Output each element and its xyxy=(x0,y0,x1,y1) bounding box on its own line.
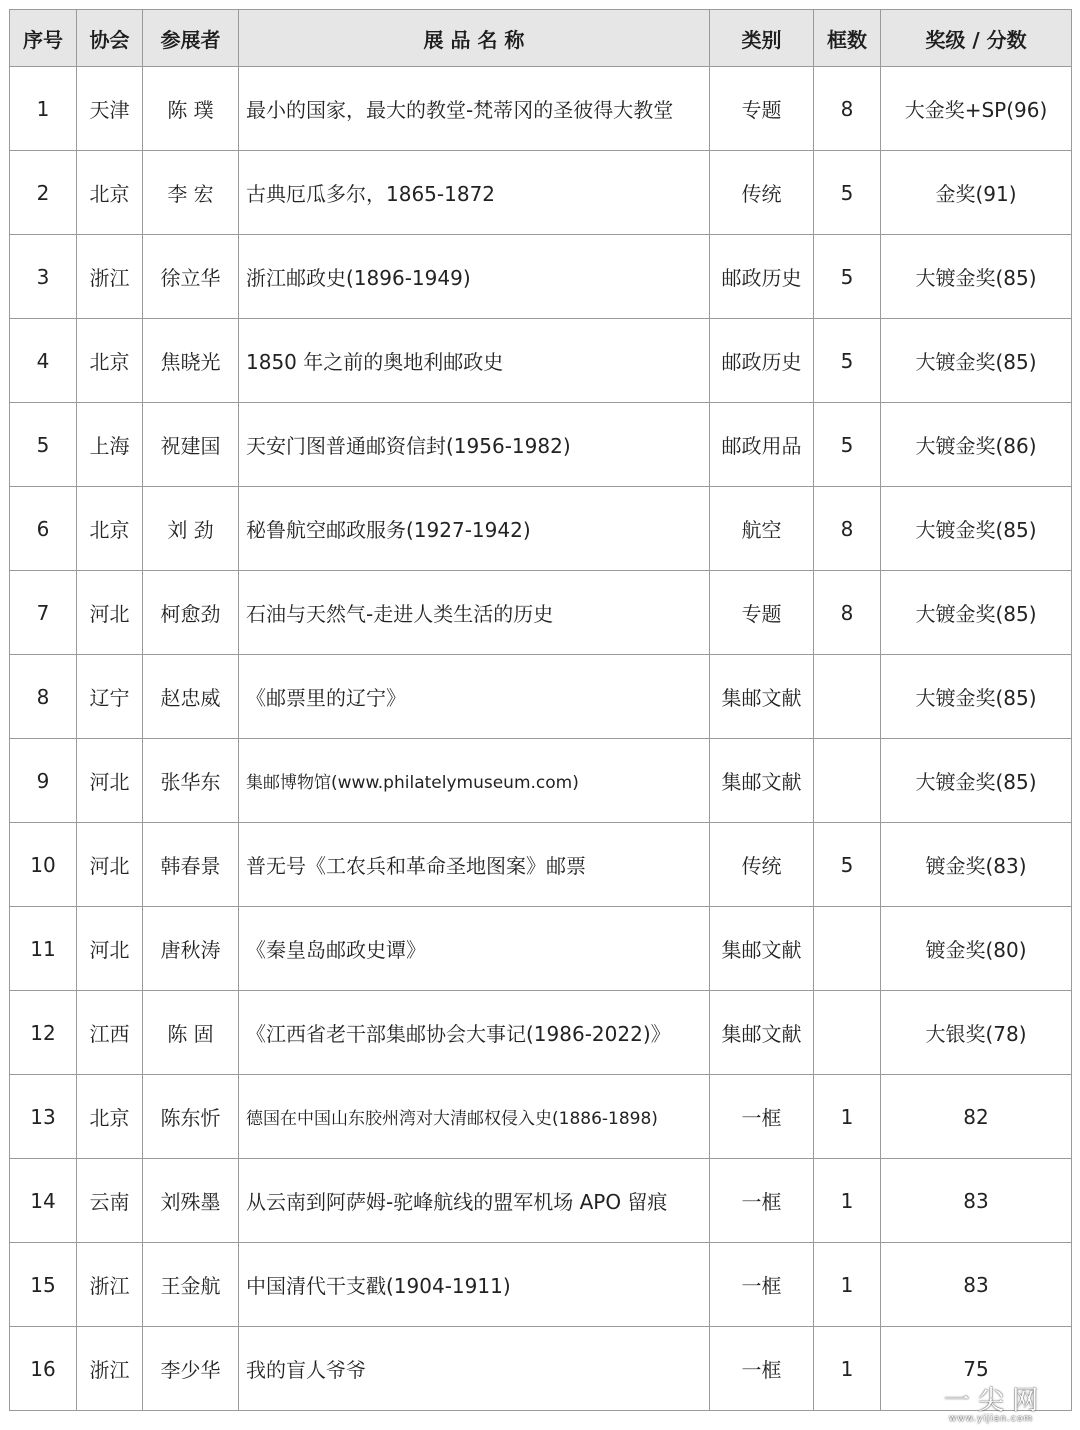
cell-exhibitor: 柯愈劲 xyxy=(143,571,239,655)
cell-exhibit-title: 浙江邮政史(1896-1949) xyxy=(239,235,710,319)
cell-exhibitor: 徐立华 xyxy=(143,235,239,319)
cell-exhibit-title: 集邮博物馆(www.philatelymuseum.com) xyxy=(239,739,710,823)
cell-no: 10 xyxy=(10,823,77,907)
table-row xyxy=(10,151,1072,235)
table-row xyxy=(10,571,1072,655)
cell-exhibit-title: 从云南到阿萨姆-驼峰航线的盟军机场 APO 留痕 xyxy=(239,1159,710,1243)
cell-award: 83 xyxy=(881,1159,1072,1243)
cell-frames: 5 xyxy=(814,235,881,319)
cell-no: 13 xyxy=(10,1075,77,1159)
cell-exhibit-title: 石油与天然气-走进人类生活的历史 xyxy=(239,571,710,655)
cell-award: 镀金奖(80) xyxy=(881,907,1072,991)
table-row xyxy=(10,403,1072,487)
cell-exhibitor: 唐秋涛 xyxy=(143,907,239,991)
watermark-logo xyxy=(916,1388,1066,1424)
cell-exhibitor: 韩春景 xyxy=(143,823,239,907)
cell-no: 6 xyxy=(10,487,77,571)
cell-association: 河北 xyxy=(77,739,143,823)
cell-no: 1 xyxy=(10,67,77,151)
cell-exhibitor: 祝建国 xyxy=(143,403,239,487)
cell-exhibit-title: 普无号《工农兵和革命圣地图案》邮票 xyxy=(239,823,710,907)
cell-exhibitor: 陈东忻 xyxy=(143,1075,239,1159)
cell-category: 航空 xyxy=(710,487,814,571)
cell-award: 大镀金奖(85) xyxy=(881,739,1072,823)
cell-category: 集邮文献 xyxy=(710,655,814,739)
cell-no: 8 xyxy=(10,655,77,739)
table-row xyxy=(10,67,1072,151)
header-association: 协会 xyxy=(77,10,143,67)
cell-category: 邮政历史 xyxy=(710,235,814,319)
cell-exhibitor: 陈 璞 xyxy=(143,67,239,151)
cell-association: 浙江 xyxy=(77,235,143,319)
cell-frames: 5 xyxy=(814,319,881,403)
cell-frames: 5 xyxy=(814,823,881,907)
cell-award: 大镀金奖(85) xyxy=(881,655,1072,739)
cell-no: 9 xyxy=(10,739,77,823)
cell-association: 河北 xyxy=(77,907,143,991)
cell-award: 大镀金奖(85) xyxy=(881,319,1072,403)
cell-award: 大镀金奖(85) xyxy=(881,487,1072,571)
cell-frames: 1 xyxy=(814,1327,881,1411)
header-row xyxy=(10,10,1072,67)
cell-exhibit-title: 德国在中国山东胶州湾对大清邮权侵入史(1886-1898) xyxy=(239,1075,710,1159)
cell-exhibitor: 李 宏 xyxy=(143,151,239,235)
cell-award: 大镀金奖(85) xyxy=(881,235,1072,319)
cell-frames: 1 xyxy=(814,1159,881,1243)
cell-no: 3 xyxy=(10,235,77,319)
cell-frames xyxy=(814,991,881,1075)
cell-no: 7 xyxy=(10,571,77,655)
cell-frames: 5 xyxy=(814,403,881,487)
cell-association: 江西 xyxy=(77,991,143,1075)
table-row xyxy=(10,1075,1072,1159)
cell-frames: 1 xyxy=(814,1075,881,1159)
cell-exhibitor: 李少华 xyxy=(143,1327,239,1411)
cell-association: 北京 xyxy=(77,487,143,571)
table-row xyxy=(10,907,1072,991)
table-row xyxy=(10,1159,1072,1243)
cell-no: 2 xyxy=(10,151,77,235)
cell-no: 16 xyxy=(10,1327,77,1411)
cell-frames: 8 xyxy=(814,67,881,151)
cell-exhibitor: 陈 固 xyxy=(143,991,239,1075)
cell-exhibitor: 刘殊墨 xyxy=(143,1159,239,1243)
cell-award: 金奖(91) xyxy=(881,151,1072,235)
table-row xyxy=(10,235,1072,319)
cell-exhibitor: 赵忠威 xyxy=(143,655,239,739)
cell-category: 一框 xyxy=(710,1327,814,1411)
cell-award: 83 xyxy=(881,1243,1072,1327)
cell-no: 15 xyxy=(10,1243,77,1327)
cell-exhibit-title: 天安门图普通邮资信封(1956-1982) xyxy=(239,403,710,487)
cell-award: 大镀金奖(85) xyxy=(881,571,1072,655)
cell-association: 北京 xyxy=(77,1075,143,1159)
cell-association: 北京 xyxy=(77,319,143,403)
cell-no: 11 xyxy=(10,907,77,991)
cell-association: 云南 xyxy=(77,1159,143,1243)
cell-award: 75 xyxy=(881,1327,1072,1411)
cell-exhibit-title: 《秦皇岛邮政史谭》 xyxy=(239,907,710,991)
cell-exhibit-title: 古典厄瓜多尔，1865-1872 xyxy=(239,151,710,235)
table-row xyxy=(10,487,1072,571)
cell-frames: 1 xyxy=(814,1243,881,1327)
cell-category: 一框 xyxy=(710,1075,814,1159)
cell-exhibitor: 张华东 xyxy=(143,739,239,823)
cell-frames xyxy=(814,739,881,823)
cell-association: 河北 xyxy=(77,571,143,655)
table-row xyxy=(10,655,1072,739)
table-row xyxy=(10,1243,1072,1327)
cell-no: 14 xyxy=(10,1159,77,1243)
table-row xyxy=(10,1327,1072,1411)
cell-frames xyxy=(814,907,881,991)
cell-award: 镀金奖(83) xyxy=(881,823,1072,907)
cell-category: 集邮文献 xyxy=(710,739,814,823)
cell-category: 传统 xyxy=(710,823,814,907)
awards-table xyxy=(9,9,1072,1411)
cell-exhibitor: 王金航 xyxy=(143,1243,239,1327)
cell-category: 专题 xyxy=(710,67,814,151)
header-exhibit-title: 展 品 名 称 xyxy=(239,10,710,67)
header-no: 序号 xyxy=(10,10,77,67)
table-row xyxy=(10,739,1072,823)
cell-exhibit-title: 秘鲁航空邮政服务(1927-1942) xyxy=(239,487,710,571)
cell-exhibit-title: 《邮票里的辽宁》 xyxy=(239,655,710,739)
cell-category: 一框 xyxy=(710,1159,814,1243)
header-award: 奖级 / 分数 xyxy=(881,10,1072,67)
cell-frames: 8 xyxy=(814,487,881,571)
cell-exhibitor: 焦晓光 xyxy=(143,319,239,403)
table-row xyxy=(10,319,1072,403)
cell-frames: 8 xyxy=(814,571,881,655)
cell-award: 大镀金奖(86) xyxy=(881,403,1072,487)
watermark-url: www.yijian.com xyxy=(948,1414,1034,1424)
cell-association: 河北 xyxy=(77,823,143,907)
cell-category: 一框 xyxy=(710,1243,814,1327)
cell-exhibit-title: 1850 年之前的奥地利邮政史 xyxy=(239,319,710,403)
cell-frames: 5 xyxy=(814,151,881,235)
cell-category: 邮政历史 xyxy=(710,319,814,403)
cell-category: 传统 xyxy=(710,151,814,235)
cell-exhibit-title: 中国清代干支戳(1904-1911) xyxy=(239,1243,710,1327)
cell-category: 专题 xyxy=(710,571,814,655)
cell-frames xyxy=(814,655,881,739)
cell-no: 12 xyxy=(10,991,77,1075)
cell-association: 天津 xyxy=(77,67,143,151)
table-header xyxy=(10,10,1072,67)
cell-exhibit-title: 《江西省老干部集邮协会大事记(1986-2022)》 xyxy=(239,991,710,1075)
watermark-text: 一 尖 网 xyxy=(943,1386,1039,1416)
cell-award: 大金奖+SP(96) xyxy=(881,67,1072,151)
cell-association: 上海 xyxy=(77,403,143,487)
table-row xyxy=(10,991,1072,1075)
cell-no: 4 xyxy=(10,319,77,403)
cell-exhibitor: 刘 劲 xyxy=(143,487,239,571)
cell-category: 邮政用品 xyxy=(710,403,814,487)
cell-exhibit-title: 最小的国家，最大的教堂-梵蒂冈的圣彼得大教堂 xyxy=(239,67,710,151)
cell-category: 集邮文献 xyxy=(710,991,814,1075)
header-category: 类别 xyxy=(710,10,814,67)
cell-category: 集邮文献 xyxy=(710,907,814,991)
cell-exhibit-title: 我的盲人爷爷 xyxy=(239,1327,710,1411)
cell-award: 82 xyxy=(881,1075,1072,1159)
header-exhibitor: 参展者 xyxy=(143,10,239,67)
header-frames: 框数 xyxy=(814,10,881,67)
cell-association: 浙江 xyxy=(77,1243,143,1327)
cell-association: 辽宁 xyxy=(77,655,143,739)
table-body xyxy=(10,67,1072,1411)
cell-no: 5 xyxy=(10,403,77,487)
cell-association: 北京 xyxy=(77,151,143,235)
cell-award: 大银奖(78) xyxy=(881,991,1072,1075)
table-row xyxy=(10,823,1072,907)
cell-association: 浙江 xyxy=(77,1327,143,1411)
